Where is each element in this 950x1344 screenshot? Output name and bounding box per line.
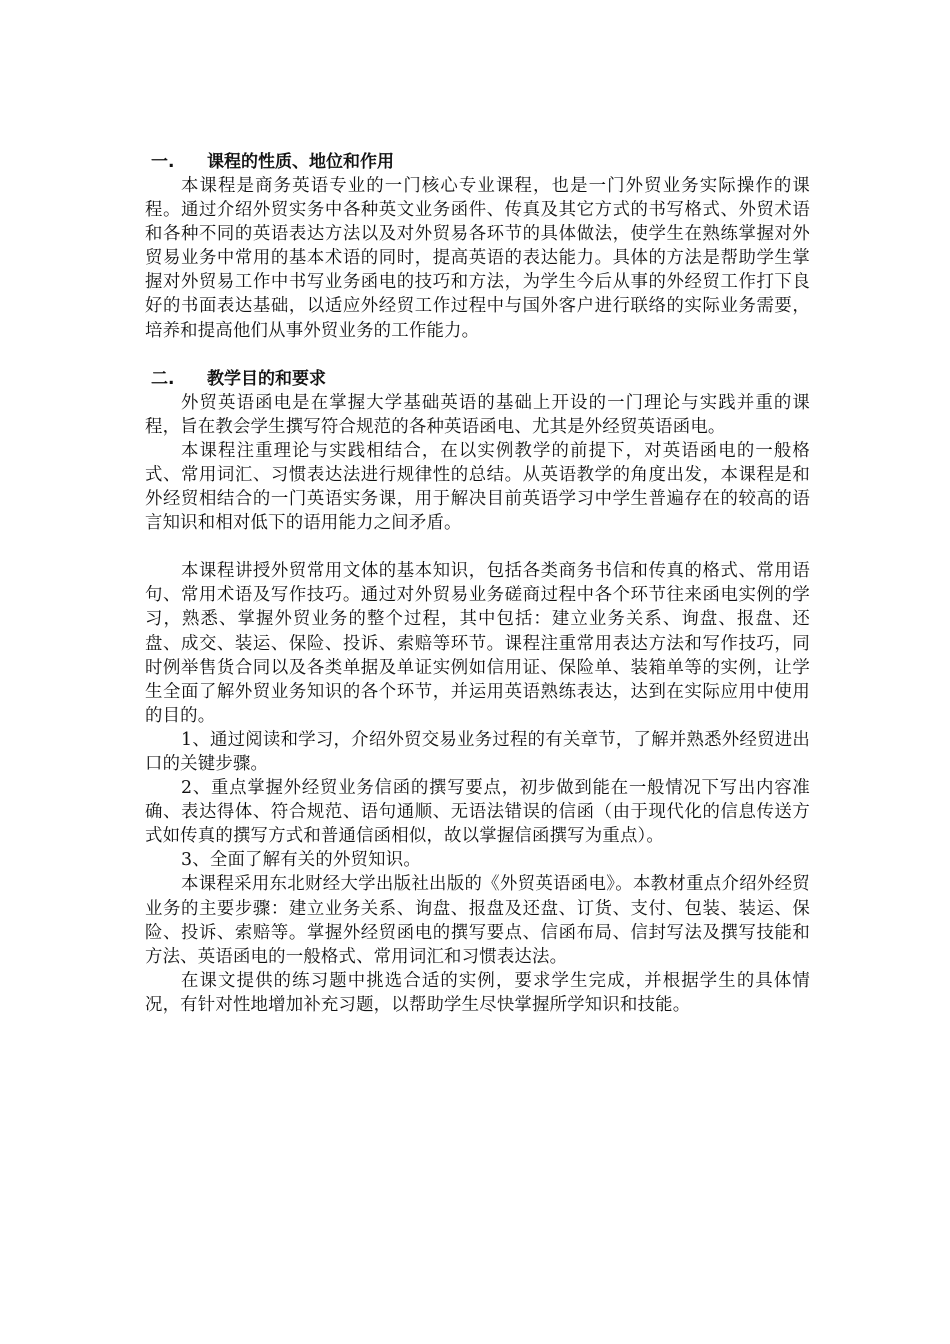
- section-2-list-item: 3、全面了解有关的外贸知识。: [181, 850, 421, 871]
- section-2-paragraph: 本课程注重理论与实践相结合，在以实例教学的前提下，对英语函电的一般格式、常用词汇、习惯表达法进行规律性的总结。从英语教学的角度出发，本课程是和外经贸相结合的一门英语实务课，用于解决目前英语学习中学生普遍存在的较高的语言知识和相对低下的语用能力之间矛盾。: [145, 440, 810, 534]
- section-number-2: 二.: [151, 368, 175, 389]
- section-2-paragraph: 本课程讲授外贸常用文体的基本知识，包括各类商务书信和传真的格式、常用语句、常用术语及写作技巧。通过对外贸易业务磋商过程中各个环节往来函电实例的学习，熟悉、掌握外贸业务的整个过程，其中包括：建立业务关系、询盘、报盘、还盘、成交、装运、保险、投诉、索赔等环节。课程注重常用表达方法和写作技巧，同时例举售货合同以及各类单据及单证实例如信用证、保险单、装箱单等的实例，让学生全面了解外贸业务知识的各个环节，并运用英语熟练表达，达到在实际应用中使用的目的。: [145, 561, 810, 726]
- section-2-paragraph: 本课程采用东北财经大学出版社出版的《外贸英语函电》。本教材重点介绍外经贸业务的主要步骤：建立业务关系、询盘、报盘及还盘、订货、支付、包装、装运、保险、投诉、索赔等。掌握外经贸函电的撰写要点、信函布局、信封写法及撰写技能和方法、英语函电的一般格式、常用词汇和习惯表达法。: [145, 874, 810, 967]
- section-number-1: 一.: [151, 152, 175, 172]
- section-title-2: 教学目的和要求: [207, 368, 326, 389]
- section-2-list-item: 1、通过阅读和学习，介绍外贸交易业务过程的有关章节，了解并熟悉外经贸进出口的关键步骤。: [145, 729, 810, 774]
- section-title-1: 课程的性质、地位和作用: [207, 152, 394, 172]
- section-1-paragraph: 本课程是商务英语专业的一门核心专业课程，也是一门外贸业务实际操作的课程。通过介绍外贸实务中各种英文业务函件、传真及其它方式的书写格式、外贸术语和各种不同的英语表达方法以及对外贸易各环节的具体做法，使学生在熟练掌握对外贸易业务中常用的基本术语的同时，提高英语的表达能力。具体的方法是帮助学生掌握对外贸易工作中书写业务函电的技巧和方法，为学生今后从事的外经贸工作打下良好的书面表达基础，以适应外经贸工作过程中与国外客户进行联络的实际业务需要，培养和提高他们从事外贸业务的工作能力。: [145, 176, 810, 341]
- document-page: [145, 150, 810, 1017]
- paragraph-gap: [145, 535, 810, 559]
- section-heading-2: [151, 367, 810, 391]
- section-heading-1: [151, 150, 810, 174]
- section-2-paragraph: 外贸英语函电是在掌握大学基础英语的基础上开设的一门理论与实践并重的课程，旨在教会学生撰写符合规范的各种英语函电、尤其是外经贸英语函电。: [145, 392, 810, 437]
- section-2-paragraph: 在课文提供的练习题中挑选合适的实例，要求学生完成，并根据学生的具体情况，有针对性地增加补充习题，以帮助学生尽快掌握所学知识和技能。: [145, 970, 810, 1015]
- section-2-list-item: 2、重点掌握外经贸业务信函的撰写要点，初步做到能在一般情况下写出内容准确、表达得体、符合规范、语句通顺、无语法错误的信函（由于现代化的信息传送方式如传真的撰写方式和普通信函相似，故以掌握信函撰写为重点）。: [145, 778, 810, 847]
